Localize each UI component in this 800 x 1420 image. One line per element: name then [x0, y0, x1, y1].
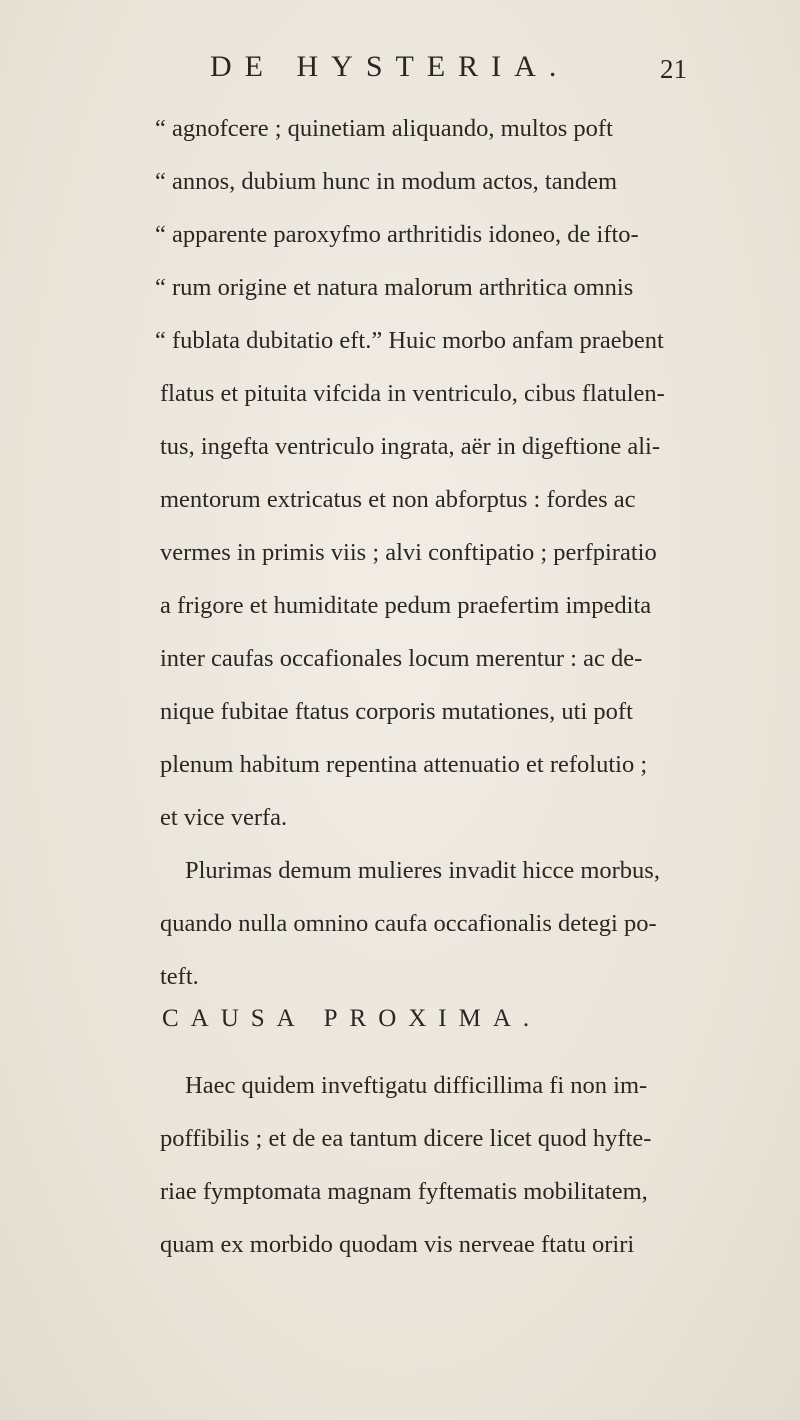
- text-line: “ fublata dubitatio eft.” Huic morbo anfam praebent: [155, 327, 664, 354]
- running-title: DE HYSTERIA.: [210, 50, 570, 83]
- page-number: 21: [660, 54, 687, 84]
- text-line: “ agnofcere ; quinetiam aliquando, multos poft: [155, 115, 613, 142]
- text-line: “ rum origine et natura malorum arthritica omnis: [155, 274, 634, 301]
- text-line: mentorum extricatus et non abforptus : fordes ac: [160, 486, 636, 513]
- text-line: riae fymptomata magnam fyftematis mobilitatem,: [160, 1178, 648, 1205]
- text-line: quando nulla omnino caufa occafionalis detegi po-: [160, 910, 657, 937]
- text-line: “ annos, dubium hunc in modum actos, tandem: [155, 168, 618, 195]
- text-line: plenum habitum repentina attenuatio et refolutio ;: [160, 751, 648, 778]
- text-line: tus, ingefta ventriculo ingrata, aër in digeftione ali-: [160, 433, 661, 460]
- text-line: “ apparente paroxyfmo arthritidis idoneo, de ifto-: [155, 221, 639, 248]
- text-line: flatus et pituita vifcida in ventriculo, cibus flatulen-: [160, 380, 665, 407]
- text-line: quam ex morbido quodam vis nerveae ftatu oriri: [160, 1231, 635, 1258]
- text-line: Plurimas demum mulieres invadit hicce morbus,: [185, 857, 660, 884]
- text-line: et vice verfa.: [160, 804, 288, 831]
- text-line: inter caufas occafionales locum merentur : ac de-: [160, 645, 643, 672]
- text-line: nique fubitae ftatus corporis mutationes, uti poft: [160, 698, 633, 725]
- section-heading: CAUSA PROXIMA.: [162, 1005, 542, 1032]
- text-line: a frigore et humiditate pedum praefertim impedita: [160, 592, 652, 619]
- text-line: teft.: [160, 963, 199, 990]
- text-line: vermes in primis viis ; alvi conftipatio ; perfpiratio: [160, 539, 657, 566]
- text-line: Haec quidem inveftigatu difficillima fi non im-: [185, 1072, 648, 1099]
- text-line: poffibilis ; et de ea tantum dicere licet quod hyfte-: [160, 1125, 652, 1152]
